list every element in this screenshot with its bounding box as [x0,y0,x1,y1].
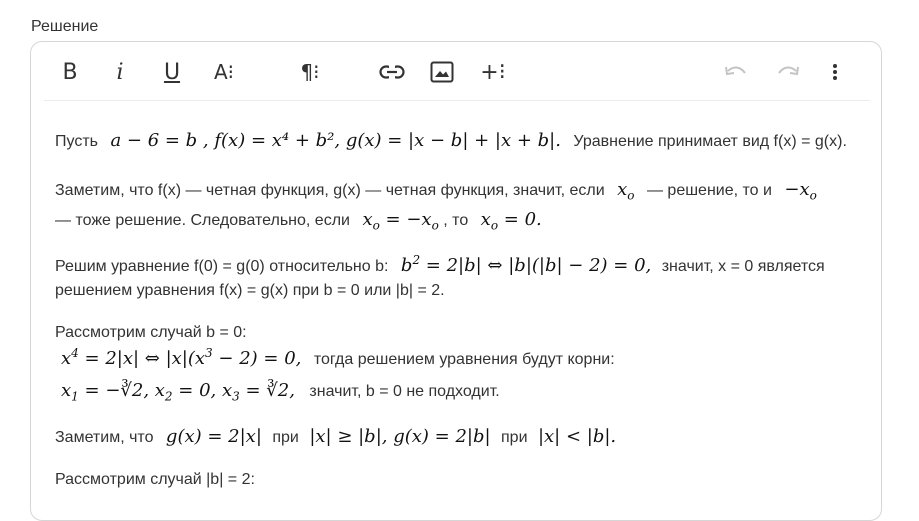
math-expression: $x_o = -x_o$ [362,209,439,233]
font-size-icon: A⁝ [213,60,235,84]
math-expression: |x| < |b|. [537,426,617,447]
paragraph [61,380,500,403]
text-span: , то [443,212,469,229]
link-icon [379,63,405,81]
math-expression: $x^4 = 2|x|$ ⇔ $|x|(x^3 - 2) = 0$, [61,346,302,369]
italic-button[interactable] [113,58,127,86]
paragraph [55,426,616,449]
bold-icon: B [62,59,78,85]
underline-icon: U [163,59,181,85]
paragraph [55,280,445,302]
bold-button[interactable] [59,58,81,86]
link-button[interactable] [379,58,405,86]
paragraph [61,348,615,371]
math-expression: $b^2 = 2|b|$ ⇔ |b|(|b| − 2) = 0, [400,253,652,276]
redo-button[interactable] [776,58,800,86]
image-button[interactable] [429,58,455,86]
text-span: тогда решением уравнения будут корни: [313,351,615,368]
math-expression: g(x) = 2|x| [165,426,262,447]
text-span: Заметим, что f(x) — четная функция, g(x) — четная функция, значит, если [55,182,605,199]
editor-toolbar [31,42,881,100]
paragraph [55,322,247,344]
undo-button[interactable] [724,58,748,86]
add-button[interactable] [479,58,507,86]
math-expression: $x_1$ = −∛2, $x_2 = 0$, $x_3$ = ∛2, [61,380,295,404]
plus-icon: +⁝ [480,59,506,85]
math-expression: $x_o$ [617,179,635,203]
paragraph [55,130,847,153]
toolbar-divider [44,100,870,101]
section-label: Решение [31,18,99,35]
math-expression: $-x_o$ [784,179,817,203]
paragraph [55,209,542,232]
image-icon [430,61,454,83]
text-span: Рассмотрим случай b = 0: [55,324,247,341]
paragraph-icon: ¶⁝ [300,60,320,84]
text-span: — тоже решение. Следовательно, если [55,212,350,229]
text-span: при [501,429,528,446]
text-span: Пусть [55,133,98,150]
paragraph [55,255,825,278]
text-span: значит, b = 0 не подходит. [309,383,500,400]
text-span: Решим уравнение f(0) = g(0) относительно b: [55,258,389,275]
math-expression: $x_o = 0$. [480,209,542,233]
text-span: решением уравнения f(x) = g(x) при b = 0 или |b| = 2. [55,282,445,299]
font-size-button[interactable] [209,58,239,86]
math-expression: |x| ≥ |b|, g(x) = 2|b| [309,426,491,447]
more-vertical-icon [832,63,838,81]
paragraph-button[interactable] [295,58,325,86]
text-span: Заметим, что [55,429,154,446]
paragraph [55,469,255,491]
more-options-button[interactable] [829,58,841,86]
redo-icon [776,65,800,79]
underline-button[interactable] [160,58,184,86]
text-span: Рассмотрим случай |b| = 2: [55,471,255,488]
italic-icon: i [116,59,124,85]
rich-text-editor[interactable] [30,41,882,521]
paragraph [55,179,817,202]
text-span: — решение, то и [646,182,772,199]
text-span: Уравнение принимает вид f(x) = g(x). [573,133,847,150]
math-expression: a − 6 = b , f(x) = x⁴ + b², g(x) = |x − b| + |x + b|. [110,130,561,151]
undo-icon [724,65,748,79]
text-span: при [272,429,299,446]
text-span: значит, x = 0 является [661,258,825,275]
